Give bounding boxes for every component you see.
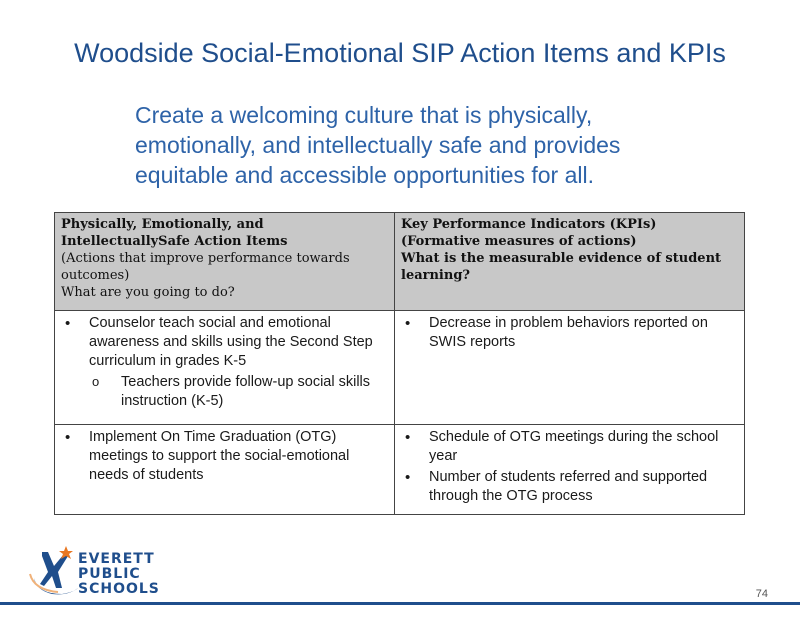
table-row bbox=[55, 425, 745, 515]
slide-subtitle: Create a welcoming culture that is physically, emotionally, and intellectually safe and provides equitable and accessible opportunities for all. bbox=[135, 102, 621, 188]
header-right-sub: (Formative measures of actions) bbox=[401, 234, 637, 249]
action-cell bbox=[55, 425, 395, 515]
table-row bbox=[55, 311, 745, 425]
header-right-title: Key Performance Indicators (KPIs) bbox=[401, 217, 657, 232]
bottom-divider bbox=[0, 602, 800, 605]
slide-title: Woodside Social-Emotional SIP Action Items and KPIs bbox=[74, 38, 726, 68]
logo-line-1: EVERETT bbox=[78, 551, 155, 567]
kpi-cell bbox=[395, 311, 745, 425]
header-left-question: What are you going to do? bbox=[61, 285, 235, 300]
action-items-table bbox=[54, 212, 745, 515]
header-left-sub: (Actions that improve performance towards outcomes) bbox=[61, 251, 350, 283]
action-cell bbox=[55, 311, 395, 425]
kpi-item: • Schedule of OTG meetings during the school year bbox=[401, 428, 738, 466]
header-kpis bbox=[395, 213, 745, 311]
kpi-item: • Decrease in problem behaviors reported on SWIS reports bbox=[401, 314, 738, 352]
page-number: 74 bbox=[755, 588, 768, 600]
action-item: • Implement On Time Graduation (OTG) meetings to support the social-emotional needs of students bbox=[61, 428, 388, 485]
logo-line-3: SCHOOLS bbox=[78, 581, 160, 597]
header-left-title: Physically, Emotionally, and IntellectuallySafe Action Items bbox=[61, 217, 288, 249]
header-right-question: What is the measurable evidence of student learning? bbox=[401, 251, 722, 283]
header-action-items bbox=[55, 213, 395, 311]
sub-action-item: o Teachers provide follow-up social skills instruction (K-5) bbox=[89, 373, 388, 411]
table-header-row bbox=[55, 213, 745, 311]
action-item: • Counselor teach social and emotional awareness and skills using the Second Step curriculum in grades K-5 bbox=[61, 314, 388, 371]
kpi-item: • Number of students referred and supported through the OTG process bbox=[401, 468, 738, 506]
kpi-cell bbox=[395, 425, 745, 515]
logo-text bbox=[78, 552, 160, 597]
logo-line-2: PUBLIC bbox=[78, 566, 141, 582]
